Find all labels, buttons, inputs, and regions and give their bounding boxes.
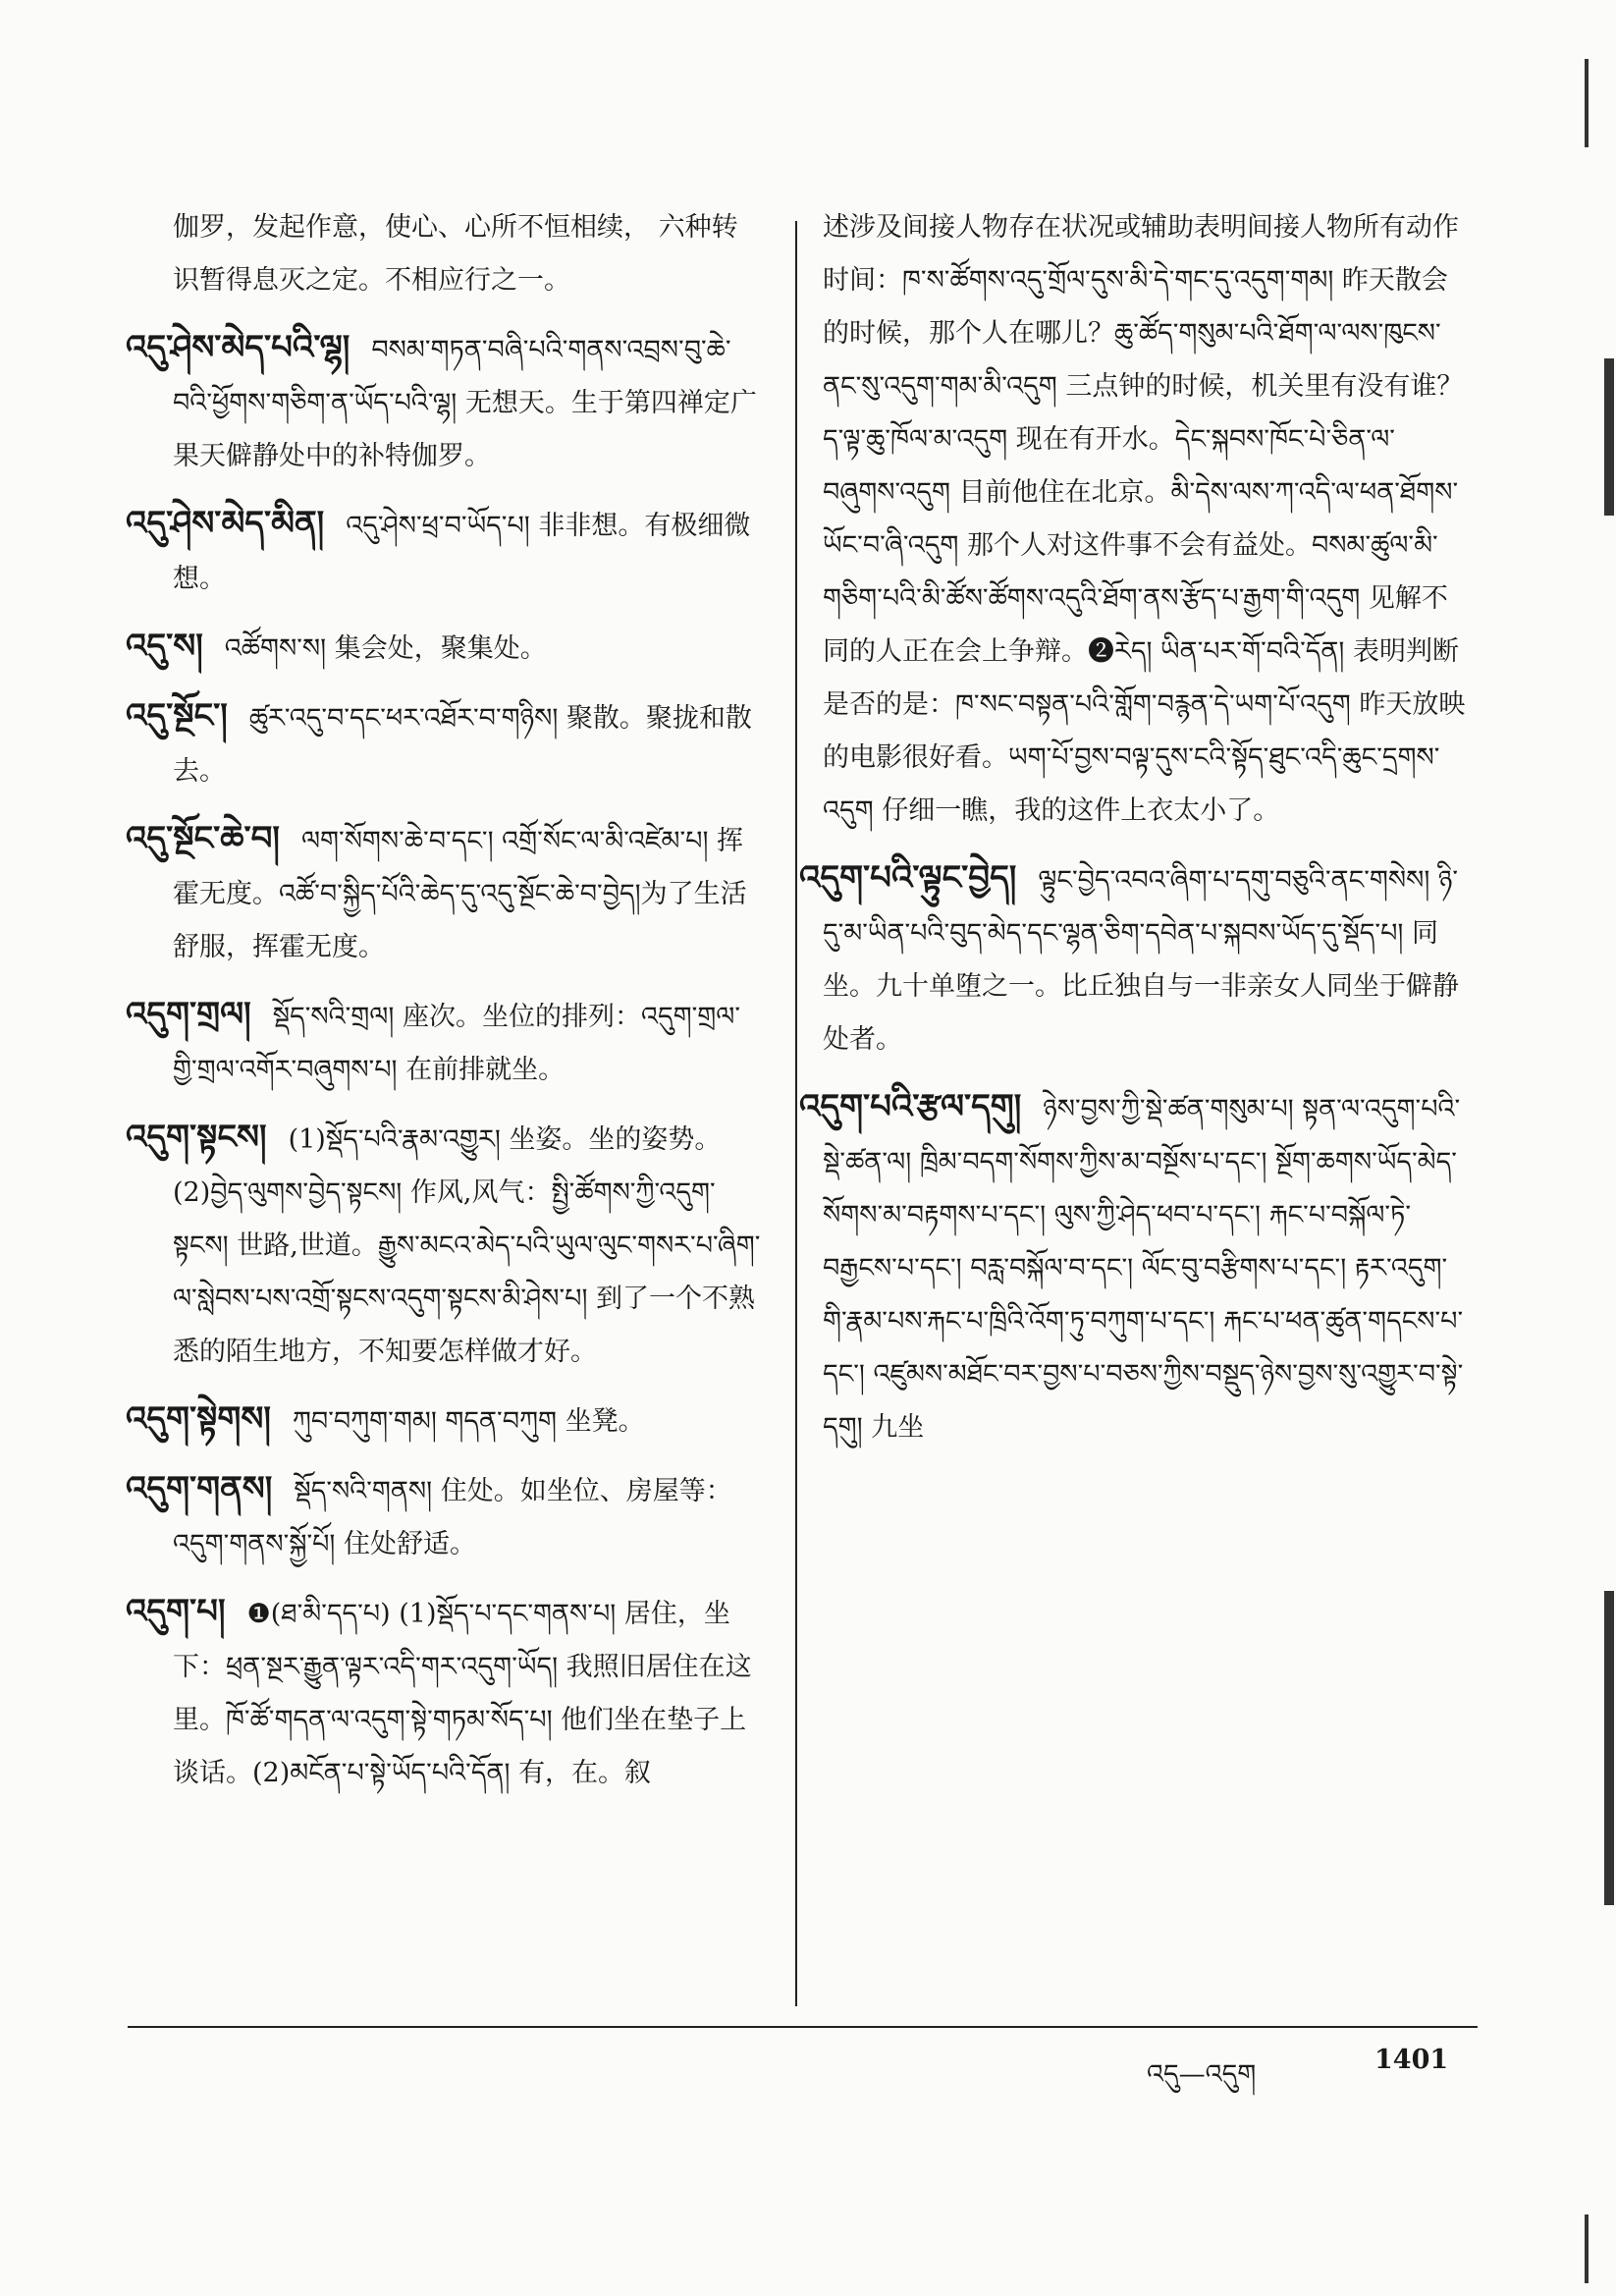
entry-text: 述涉及间接人物存在状况或辅助表明间接人物所有动作时间：ཁ་ས་ཚོགས་འདུ་གྲོལ་དུས་མི་དེ་གང་དུ་འདུག་གམ། 昨天散会的时候，那个人在哪儿？ཆུ་ཚོད་གསུམ་པའི་ཐོག་ལ་ལས་ཁུངས་ནང་སུ་འདུག་གམ་མི་འདུག 三点钟的时候，机关里有没有谁？ད་ལྟ་ཆུ་ཁོལ་མ་འདུག 现在有开水。དེང་སྐབས་ཁོང་པེ་ཅིན་ལ་བཞུགས་འདུག 目前他住在北京。མི་དེས་ལས་ཀ་འདི་ལ་ཕན་ཐོགས་ཡོང་བ་ཞི་འདུག 那个人对这件事不会有益处。བསམ་ཚུལ་མི་གཅིག་པའི་མི་ཚོས་ཚོགས་འདུའི་ཐོག་ནས་རྩོད་པ་རྒྱག་གི་འདུག 见解不同的人正在会上争辩。❷རེད། ཡིན་པར་གོ་བའི་དོན། 表明判断是否的是：ཁ་སང་བསྟན་པའི་གློག་བརྙན་དེ་ཡག་པོ་འདུག 昨天放映的电影很好看。ཡག་པོ་བྱས་བལྟ་དུས་ངའི་སྟོད་ཐུང་འདི་ཆུང་དྲགས་འདུག 仔细一瞧，我的这件上衣太小了。 [823,212,1466,826]
entry-text: (1)སྡོད་པའི་རྣམ་འགྱུར། 坐姿。坐的姿势。(2)བྱེད་ལུགས་བྱེད་སྟངས། 作风,风气：སྤྱི་ཚོགས་ཀྱི་འདུག་སྟངས། 世路,世道。རྒྱུས་མངའ་མེད་པའི་ཡུལ་ལུང་གསར་པ་ཞིག་ལ་སླེབས་པས་འགྲོ་སྟངས་འདུག་སྟངས་མི་ཤེས་པ། 到了一个不熟悉的陌生地方，不知要怎样做才好。 [173,1124,761,1367]
entry [799,851,1471,1066]
page-number: 1401 [1374,2045,1449,2075]
headword: འདུག་པའི་ལྟུང་བྱེད། [799,858,1017,898]
left-column [126,201,762,1814]
headword: འདུག་སྟེགས། [126,1399,271,1439]
headword: འདུག་པའི་རྩལ་དགུ། [799,1087,1022,1126]
entry-text: འདུ་ཤེས་ཕྲ་བ་ཡོད་པ། 非非想。有极细微想。 [173,511,751,594]
entry [126,1462,762,1571]
column-divider [795,221,797,2006]
headword: འདུག་གནས། [126,1469,273,1508]
headword: འདུ་ཤེས་མེད་པའི་ལྷ། [126,328,350,367]
headword: འདུ་སྔོང་། [126,696,228,736]
entry [126,497,762,606]
entry [126,321,762,483]
entry-text: ཚུར་འདུ་བ་དང་ཕར་འཐོར་བ་གཉིས། 聚散。聚拢和散去。 [173,703,752,787]
entry-text: སྡོད་སའི་གྲལ། 座次。坐位的排列：འདུག་གྲལ་གྱི་གྲལ་འགོར་བཞུགས་པ། 在前排就坐。 [173,1002,741,1085]
entry-text: ❶(ཐ་མི་དད་པ) (1)སྡོད་པ་དང་གནས་པ། 居住，坐下：ཕྲན་སྔར་རྒྱུན་ལྟར་འདི་གར་འདུག་ཡོད། 我照旧居住在这里。ཁོ་ཚོ་གདན་ལ་འདུག་སྟེ་གཏམ་སོད་པ། 他们坐在垫子上谈话。(2)མངོན་པ་སྟེ་ཡོད་པའི་དོན། 有，在。叙 [173,1599,752,1788]
entry-text: ཉེས་བྱས་ཀྱི་སྡེ་ཚན་གསུམ་པ། སྟན་ལ་འདུག་པའི་སྡེ་ཚན་ལ། ཁྲིམ་བདག་སོགས་ཀྱིས་མ་བསྔོས་པ་དང་། སྔོག་ཆགས་ཡོད་མེད་སོགས་མ་བརྟགས་པ་དང་། ལུས་ཀྱི་ཤེད་ཕབ་པ་དང་། རྐང་པ་བསྐོལ་ཏེ་བརྒྱངས་པ་དང་། བརླ་བསྐོལ་བ་དང་། ལོང་བུ་བརྩིགས་པ་དང་། རྟར་འདུག་གི་རྣམ་པས་རྐང་པ་ཁྲིའི་འོག་ཏུ་བཀུག་པ་དང་། རྐང་པ་ཕན་ཚུན་གདངས་པ་དང་། འཛུམས་མཐོང་བར་བྱས་པ་བཅས་ཀྱིས་བསྡུད་ཉེས་བྱས་སུ་འགྱུར་བ་སྟེ་དགུ། 九坐 [823,1094,1464,1443]
headword: འདུ་ཤེས་མེད་མིན། [126,504,325,543]
footer-rule [128,2026,1478,2028]
headword: འདུ་སྔོང་ཆེ་བ། [126,819,280,858]
entry-text: སྡོད་སའི་གནས། 住处。如坐位、房屋等：འདུག་གནས་སྐྱོ་པོ། 住处舒适。 [173,1476,732,1559]
entry [799,1080,1471,1454]
entry [126,620,762,676]
entry-text: 伽罗，发起作意，使心、心所不恒相续， 六种转识暂得息灭之定。不相应行之一。 [173,212,738,296]
entry-text: འཚོགས་ས། 集会处，聚集处。 [224,633,547,664]
headword: འདུག་སྟངས། [126,1118,267,1157]
entry [126,988,762,1097]
entry [126,1111,762,1379]
entry-text: བསམ་གཏན་བཞི་པའི་གནས་འབྲས་བུ་ཆེ་བའི་ཕྱོགས་གཅིག་ན་ཡོད་པའི་ལྷ། 无想天。生于第四禅定广果天僻静处中的补特伽罗。 [173,335,757,471]
entry-text: ལྟུང་བྱེད་འབའ་ཞིག་པ་དགུ་བཅུའི་ནང་གསེས། ཉི་དུ་མ་ཡིན་པའི་བུད་མེད་དང་ལྷན་ཅིག་དབེན་པ་སྐབས་ཡོད་དུ་སྡོད་པ། 同坐。九十单堕之一。比丘独自与一非亲女人同坐于僻静处者。 [823,865,1459,1055]
right-column [799,201,1471,1468]
entry-continuation [823,201,1471,838]
scan-edge-mark [1604,1591,1614,1905]
entry-text: ཀུབ་བཀུག་གམ། གདན་བཀུག 坐凳。 [292,1406,645,1437]
scan-edge-mark [1604,358,1614,516]
entry-continuation [173,201,762,307]
headword: འདུག་གྲལ། [126,995,251,1034]
footer-range: འདུ—འདུག [1147,2059,1257,2090]
entry-text: ལག་སོགས་ཆེ་བ་དང་། འགྲོ་སོང་ལ་མི་འཛེམ་པ། 挥霍无度。འཚོ་བ་སྐྱིད་པོའི་ཆེད་དུ་འདུ་སྔོང་ཆེ་བ་བྱེད།为了生活舒服，挥霍无度。 [173,826,747,962]
headword: འདུག་པ། [126,1592,226,1631]
entry [126,1585,762,1800]
entry [126,689,762,798]
scan-edge-mark [1585,2214,1589,2283]
headword: འདུ་ས། [126,627,203,666]
entry [126,1393,762,1449]
scan-edge-mark [1585,59,1589,147]
entry [126,812,762,974]
